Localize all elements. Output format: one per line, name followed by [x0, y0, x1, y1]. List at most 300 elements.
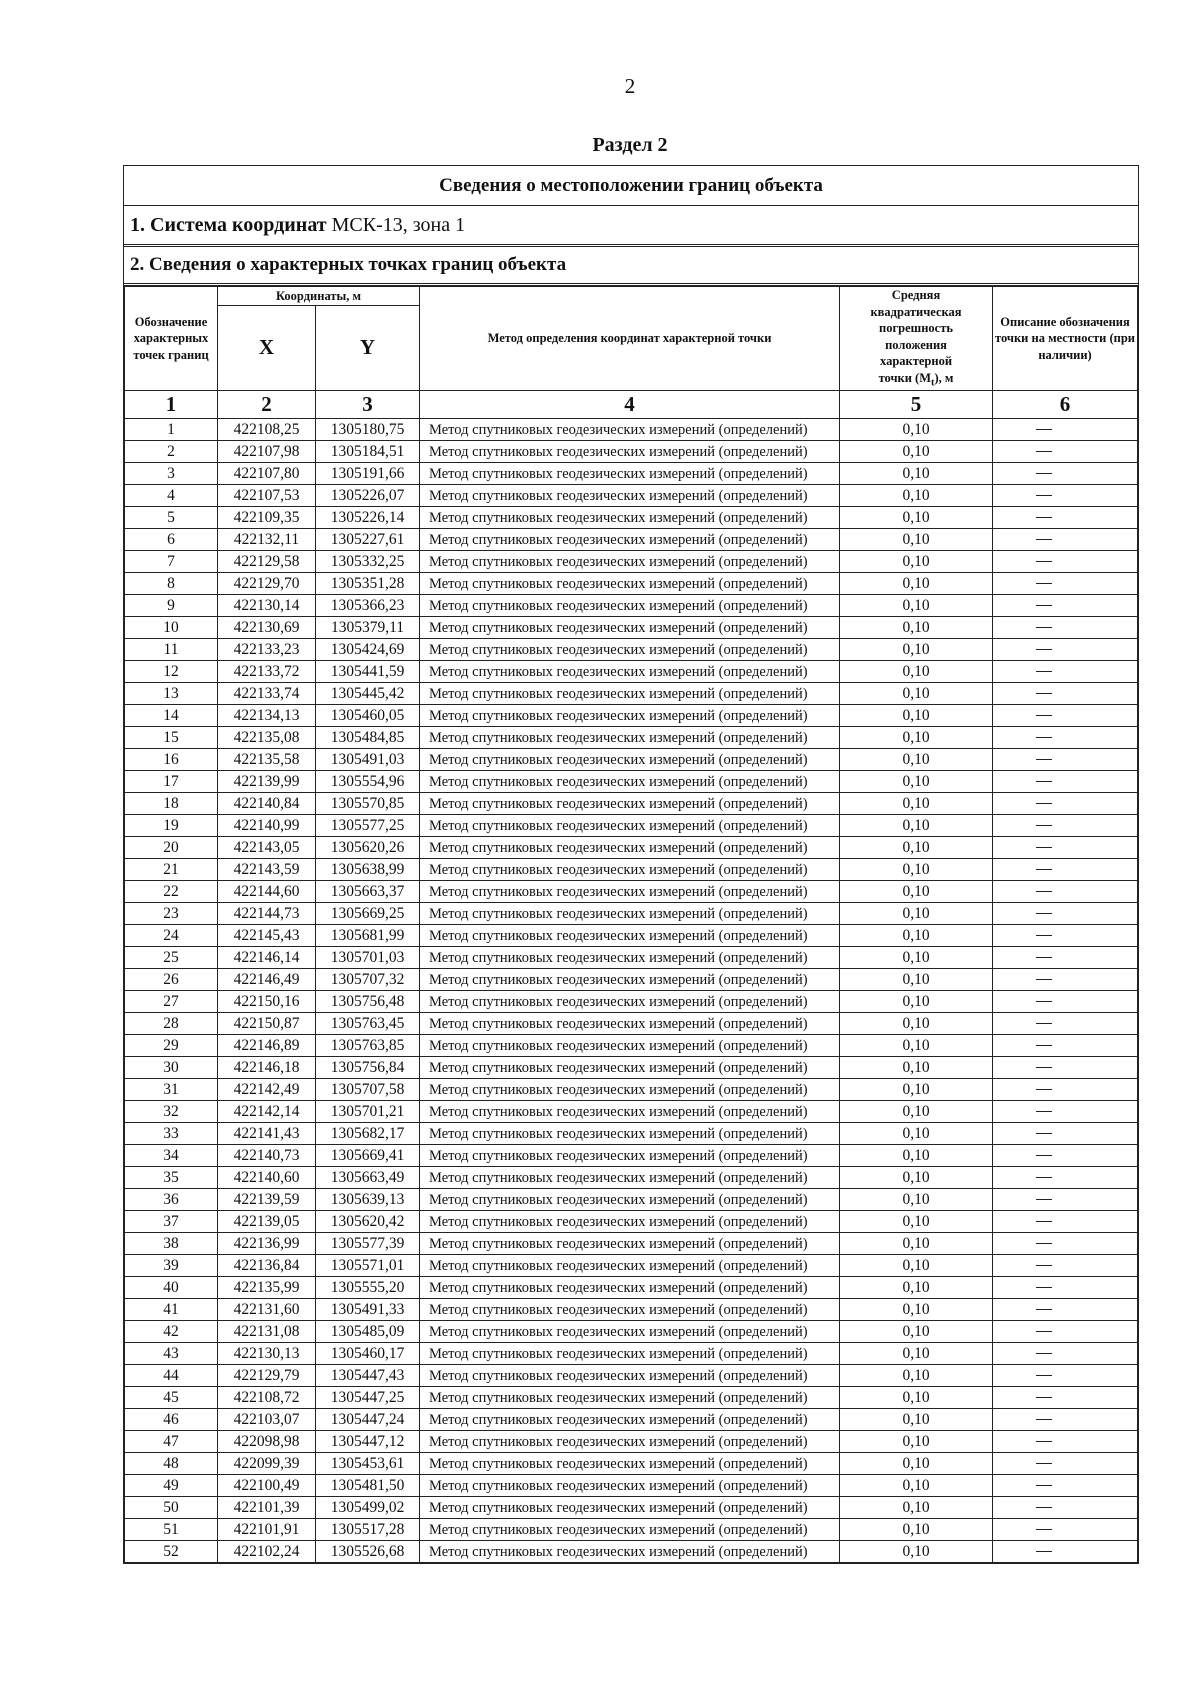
em-dash-icon — [1036, 1287, 1052, 1288]
method-cell: Метод спутниковых геодезических измерений (определений) — [420, 1189, 840, 1211]
table-row — [125, 925, 1138, 947]
error-cell: 0,10 — [840, 1277, 993, 1299]
x-coordinate-cell: 422150,16 — [218, 991, 316, 1013]
em-dash-icon — [1036, 935, 1052, 936]
x-coordinate-cell: 422107,80 — [218, 463, 316, 485]
x-coordinate-cell: 422108,25 — [218, 419, 316, 441]
y-coordinate-cell: 1305639,13 — [316, 1189, 420, 1211]
table-row — [125, 705, 1138, 727]
x-coordinate-cell: 422135,99 — [218, 1277, 316, 1299]
method-cell: Метод спутниковых геодезических измерений (определений) — [420, 551, 840, 573]
description-cell — [993, 617, 1138, 639]
point-number-cell: 45 — [125, 1387, 218, 1409]
method-cell: Метод спутниковых геодезических измерений (определений) — [420, 1013, 840, 1035]
x-coordinate-cell: 422140,84 — [218, 793, 316, 815]
x-coordinate-cell: 422099,39 — [218, 1453, 316, 1475]
error-cell: 0,10 — [840, 1541, 993, 1563]
error-cell: 0,10 — [840, 1189, 993, 1211]
description-cell — [993, 419, 1138, 441]
table-row — [125, 551, 1138, 573]
x-coordinate-cell: 422140,73 — [218, 1145, 316, 1167]
y-coordinate-cell: 1305577,39 — [316, 1233, 420, 1255]
error-cell: 0,10 — [840, 1409, 993, 1431]
point-number-cell: 43 — [125, 1343, 218, 1365]
point-number-cell: 7 — [125, 551, 218, 573]
point-number-cell: 35 — [125, 1167, 218, 1189]
header-error-line-6-suffix: ), м — [934, 370, 954, 385]
x-coordinate-cell: 422144,60 — [218, 881, 316, 903]
em-dash-icon — [1036, 1353, 1052, 1354]
em-dash-icon — [1036, 583, 1052, 584]
y-coordinate-cell: 1305460,05 — [316, 705, 420, 727]
table-row — [125, 1101, 1138, 1123]
x-coordinate-cell: 422143,05 — [218, 837, 316, 859]
method-cell: Метод спутниковых геодезических измерений (определений) — [420, 1343, 840, 1365]
method-cell: Метод спутниковых геодезических измерений (определений) — [420, 1123, 840, 1145]
method-cell: Метод спутниковых геодезических измерений (определений) — [420, 1519, 840, 1541]
y-coordinate-cell: 1305481,50 — [316, 1475, 420, 1497]
method-cell: Метод спутниковых геодезических измерений (определений) — [420, 595, 840, 617]
error-cell: 0,10 — [840, 551, 993, 573]
description-cell — [993, 1541, 1138, 1563]
table-row — [125, 815, 1138, 837]
method-cell: Метод спутниковых геодезических измерений (определений) — [420, 441, 840, 463]
x-coordinate-cell: 422130,69 — [218, 617, 316, 639]
column-number-3: 3 — [316, 391, 420, 419]
method-cell: Метод спутниковых геодезических измерений (определений) — [420, 1453, 840, 1475]
point-number-cell: 44 — [125, 1365, 218, 1387]
error-cell: 0,10 — [840, 727, 993, 749]
x-coordinate-cell: 422102,24 — [218, 1541, 316, 1563]
description-cell — [993, 1123, 1138, 1145]
point-number-cell: 49 — [125, 1475, 218, 1497]
em-dash-icon — [1036, 693, 1052, 694]
description-cell — [993, 969, 1138, 991]
em-dash-icon — [1036, 649, 1052, 650]
table-row — [125, 661, 1138, 683]
column-number-6: 6 — [993, 391, 1138, 419]
method-cell: Метод спутниковых геодезических измерений (определений) — [420, 837, 840, 859]
table-row — [125, 749, 1138, 771]
method-cell: Метод спутниковых геодезических измерений (определений) — [420, 1475, 840, 1497]
error-cell: 0,10 — [840, 1431, 993, 1453]
em-dash-icon — [1036, 605, 1052, 606]
description-cell — [993, 1299, 1138, 1321]
table-row — [125, 507, 1138, 529]
em-dash-icon — [1036, 869, 1052, 870]
description-cell — [993, 551, 1138, 573]
em-dash-icon — [1036, 891, 1052, 892]
y-coordinate-cell: 1305379,11 — [316, 617, 420, 639]
description-cell — [993, 661, 1138, 683]
header-point-designation: Обозначение характерных точек границ — [125, 287, 218, 391]
point-number-cell: 37 — [125, 1211, 218, 1233]
method-cell: Метод спутниковых геодезических измерений (определений) — [420, 1233, 840, 1255]
em-dash-icon — [1036, 1507, 1052, 1508]
point-number-cell: 4 — [125, 485, 218, 507]
em-dash-icon — [1036, 913, 1052, 914]
x-coordinate-cell: 422107,98 — [218, 441, 316, 463]
error-cell: 0,10 — [840, 793, 993, 815]
banner-title: Сведения о местоположении границ объекта — [124, 166, 1138, 206]
description-cell — [993, 1431, 1138, 1453]
point-number-cell: 25 — [125, 947, 218, 969]
y-coordinate-cell: 1305763,85 — [316, 1035, 420, 1057]
method-cell: Метод спутниковых геодезических измерений (определений) — [420, 639, 840, 661]
error-cell: 0,10 — [840, 507, 993, 529]
em-dash-icon — [1036, 495, 1052, 496]
y-coordinate-cell: 1305638,99 — [316, 859, 420, 881]
description-cell — [993, 485, 1138, 507]
y-coordinate-cell: 1305571,01 — [316, 1255, 420, 1277]
y-coordinate-cell: 1305447,24 — [316, 1409, 420, 1431]
em-dash-icon — [1036, 539, 1052, 540]
y-coordinate-cell: 1305484,85 — [316, 727, 420, 749]
table-row — [125, 485, 1138, 507]
em-dash-icon — [1036, 979, 1052, 980]
x-coordinate-cell: 422129,70 — [218, 573, 316, 595]
em-dash-icon — [1036, 1551, 1052, 1552]
x-coordinate-cell: 422140,99 — [218, 815, 316, 837]
error-cell: 0,10 — [840, 1497, 993, 1519]
table-row — [125, 1321, 1138, 1343]
description-cell — [993, 859, 1138, 881]
header-error-line-4: положения — [885, 337, 947, 352]
description-cell — [993, 639, 1138, 661]
header-y: Y — [316, 306, 420, 391]
error-cell: 0,10 — [840, 639, 993, 661]
column-number-1: 1 — [125, 391, 218, 419]
point-number-cell: 10 — [125, 617, 218, 639]
y-coordinate-cell: 1305663,37 — [316, 881, 420, 903]
x-coordinate-cell: 422142,49 — [218, 1079, 316, 1101]
x-coordinate-cell: 422100,49 — [218, 1475, 316, 1497]
point-number-cell: 20 — [125, 837, 218, 859]
table-row — [125, 1365, 1138, 1387]
description-cell — [993, 1035, 1138, 1057]
point-number-cell: 22 — [125, 881, 218, 903]
column-number-5: 5 — [840, 391, 993, 419]
table-row — [125, 1299, 1138, 1321]
point-number-cell: 6 — [125, 529, 218, 551]
error-cell: 0,10 — [840, 463, 993, 485]
table-row — [125, 947, 1138, 969]
y-coordinate-cell: 1305447,12 — [316, 1431, 420, 1453]
em-dash-icon — [1036, 1243, 1052, 1244]
method-cell: Метод спутниковых геодезических измерений (определений) — [420, 1277, 840, 1299]
method-cell: Метод спутниковых геодезических измерений (определений) — [420, 1299, 840, 1321]
y-coordinate-cell: 1305441,59 — [316, 661, 420, 683]
table-row — [125, 1035, 1138, 1057]
y-coordinate-cell: 1305499,02 — [316, 1497, 420, 1519]
method-cell: Метод спутниковых геодезических измерений (определений) — [420, 507, 840, 529]
y-coordinate-cell: 1305485,09 — [316, 1321, 420, 1343]
table-row — [125, 837, 1138, 859]
error-cell: 0,10 — [840, 1211, 993, 1233]
description-cell — [993, 595, 1138, 617]
point-number-cell: 3 — [125, 463, 218, 485]
y-coordinate-cell: 1305701,03 — [316, 947, 420, 969]
header-method: Метод определения координат характерной точки — [420, 287, 840, 391]
error-cell: 0,10 — [840, 705, 993, 727]
point-number-cell: 11 — [125, 639, 218, 661]
point-number-cell: 32 — [125, 1101, 218, 1123]
description-cell — [993, 463, 1138, 485]
table-row — [125, 969, 1138, 991]
table-row — [125, 771, 1138, 793]
error-cell: 0,10 — [840, 859, 993, 881]
em-dash-icon — [1036, 1001, 1052, 1002]
point-number-cell: 1 — [125, 419, 218, 441]
x-coordinate-cell: 422098,98 — [218, 1431, 316, 1453]
point-number-cell: 23 — [125, 903, 218, 925]
point-number-cell: 38 — [125, 1233, 218, 1255]
x-coordinate-cell: 422130,14 — [218, 595, 316, 617]
y-coordinate-cell: 1305424,69 — [316, 639, 420, 661]
header-error-line-6-prefix: точки (M — [878, 370, 932, 385]
points-table-body — [125, 419, 1138, 1563]
em-dash-icon — [1036, 781, 1052, 782]
description-cell — [993, 1453, 1138, 1475]
error-cell: 0,10 — [840, 947, 993, 969]
description-cell — [993, 991, 1138, 1013]
point-number-cell: 33 — [125, 1123, 218, 1145]
em-dash-icon — [1036, 1111, 1052, 1112]
error-cell: 0,10 — [840, 573, 993, 595]
x-coordinate-cell: 422109,35 — [218, 507, 316, 529]
point-number-cell: 51 — [125, 1519, 218, 1541]
point-number-cell: 29 — [125, 1035, 218, 1057]
description-cell — [993, 1387, 1138, 1409]
description-cell — [993, 925, 1138, 947]
point-number-cell: 50 — [125, 1497, 218, 1519]
method-cell: Метод спутниковых геодезических измерений (определений) — [420, 1431, 840, 1453]
description-cell — [993, 1167, 1138, 1189]
em-dash-icon — [1036, 1089, 1052, 1090]
y-coordinate-cell: 1305491,33 — [316, 1299, 420, 1321]
method-cell: Метод спутниковых геодезических измерений (определений) — [420, 1101, 840, 1123]
y-coordinate-cell: 1305226,14 — [316, 507, 420, 529]
table-row — [125, 1519, 1138, 1541]
x-coordinate-cell: 422108,72 — [218, 1387, 316, 1409]
table-row — [125, 1145, 1138, 1167]
error-cell: 0,10 — [840, 1145, 993, 1167]
table-row — [125, 463, 1138, 485]
x-coordinate-cell: 422143,59 — [218, 859, 316, 881]
error-cell: 0,10 — [840, 1057, 993, 1079]
x-coordinate-cell: 422145,43 — [218, 925, 316, 947]
description-cell — [993, 1519, 1138, 1541]
table-row — [125, 1475, 1138, 1497]
description-cell — [993, 1233, 1138, 1255]
boundary-info-frame — [123, 165, 1139, 1564]
section-title: Раздел 2 — [592, 134, 668, 156]
em-dash-icon — [1036, 1397, 1052, 1398]
y-coordinate-cell: 1305620,42 — [316, 1211, 420, 1233]
table-row — [125, 991, 1138, 1013]
table-row — [125, 859, 1138, 881]
y-coordinate-cell: 1305180,75 — [316, 419, 420, 441]
point-number-cell: 5 — [125, 507, 218, 529]
column-number-4: 4 — [420, 391, 840, 419]
description-cell — [993, 1409, 1138, 1431]
method-cell: Метод спутниковых геодезических измерений (определений) — [420, 1365, 840, 1387]
table-row — [125, 1057, 1138, 1079]
em-dash-icon — [1036, 627, 1052, 628]
table-row — [125, 881, 1138, 903]
coordinate-system-label: 1. Система координат — [130, 214, 327, 236]
method-cell: Метод спутниковых геодезических измерений (определений) — [420, 617, 840, 639]
method-cell: Метод спутниковых геодезических измерений (определений) — [420, 1079, 840, 1101]
y-coordinate-cell: 1305332,25 — [316, 551, 420, 573]
x-coordinate-cell: 422133,74 — [218, 683, 316, 705]
header-error-subscript: t — [931, 377, 935, 389]
error-cell: 0,10 — [840, 837, 993, 859]
em-dash-icon — [1036, 1485, 1052, 1486]
description-cell — [993, 1211, 1138, 1233]
header-description: Описание обозначения точки на местности (при наличии) — [993, 287, 1138, 391]
point-number-cell: 12 — [125, 661, 218, 683]
method-cell: Метод спутниковых геодезических измерений (определений) — [420, 1497, 840, 1519]
x-coordinate-cell: 422146,14 — [218, 947, 316, 969]
table-row — [125, 1497, 1138, 1519]
em-dash-icon — [1036, 1199, 1052, 1200]
error-cell: 0,10 — [840, 1013, 993, 1035]
description-cell — [993, 771, 1138, 793]
y-coordinate-cell: 1305756,48 — [316, 991, 420, 1013]
x-coordinate-cell: 422133,23 — [218, 639, 316, 661]
error-cell: 0,10 — [840, 595, 993, 617]
error-cell: 0,10 — [840, 903, 993, 925]
description-cell — [993, 1013, 1138, 1035]
description-cell — [993, 815, 1138, 837]
point-number-cell: 27 — [125, 991, 218, 1013]
description-cell — [993, 1277, 1138, 1299]
y-coordinate-cell: 1305669,25 — [316, 903, 420, 925]
method-cell: Метод спутниковых геодезических измерений (определений) — [420, 1057, 840, 1079]
em-dash-icon — [1036, 803, 1052, 804]
em-dash-icon — [1036, 1133, 1052, 1134]
error-cell: 0,10 — [840, 1387, 993, 1409]
table-row — [125, 617, 1138, 639]
description-cell — [993, 749, 1138, 771]
em-dash-icon — [1036, 1375, 1052, 1376]
error-cell: 0,10 — [840, 683, 993, 705]
page-number: 2 — [624, 74, 636, 98]
error-cell: 0,10 — [840, 529, 993, 551]
em-dash-icon — [1036, 847, 1052, 848]
y-coordinate-cell: 1305570,85 — [316, 793, 420, 815]
coordinate-system-line — [124, 206, 1138, 247]
method-cell: Метод спутниковых геодезических измерений (определений) — [420, 903, 840, 925]
em-dash-icon — [1036, 1023, 1052, 1024]
y-coordinate-cell: 1305445,42 — [316, 683, 420, 705]
table-row — [125, 1211, 1138, 1233]
x-coordinate-cell: 422130,13 — [218, 1343, 316, 1365]
error-cell: 0,10 — [840, 1453, 993, 1475]
x-coordinate-cell: 422134,13 — [218, 705, 316, 727]
point-number-cell: 31 — [125, 1079, 218, 1101]
table-row — [125, 1409, 1138, 1431]
x-coordinate-cell: 422142,14 — [218, 1101, 316, 1123]
em-dash-icon — [1036, 517, 1052, 518]
y-coordinate-cell: 1305763,45 — [316, 1013, 420, 1035]
em-dash-icon — [1036, 1221, 1052, 1222]
description-cell — [993, 705, 1138, 727]
table-row — [125, 639, 1138, 661]
error-cell: 0,10 — [840, 881, 993, 903]
description-cell — [993, 1189, 1138, 1211]
table-row — [125, 573, 1138, 595]
x-coordinate-cell: 422146,18 — [218, 1057, 316, 1079]
point-number-cell: 42 — [125, 1321, 218, 1343]
point-number-cell: 41 — [125, 1299, 218, 1321]
description-cell — [993, 837, 1138, 859]
method-cell: Метод спутниковых геодезических измерений (определений) — [420, 991, 840, 1013]
error-cell: 0,10 — [840, 1255, 993, 1277]
em-dash-icon — [1036, 1155, 1052, 1156]
point-number-cell: 36 — [125, 1189, 218, 1211]
description-cell — [993, 507, 1138, 529]
x-coordinate-cell: 422136,99 — [218, 1233, 316, 1255]
description-cell — [993, 1497, 1138, 1519]
em-dash-icon — [1036, 1309, 1052, 1310]
point-number-cell: 52 — [125, 1541, 218, 1563]
error-cell: 0,10 — [840, 1233, 993, 1255]
table-row — [125, 1387, 1138, 1409]
method-cell: Метод спутниковых геодезических измерений (определений) — [420, 815, 840, 837]
x-coordinate-cell: 422144,73 — [218, 903, 316, 925]
y-coordinate-cell: 1305682,17 — [316, 1123, 420, 1145]
method-cell: Метод спутниковых геодезических измерений (определений) — [420, 727, 840, 749]
description-cell — [993, 1255, 1138, 1277]
em-dash-icon — [1036, 1067, 1052, 1068]
error-cell: 0,10 — [840, 419, 993, 441]
error-cell: 0,10 — [840, 1343, 993, 1365]
method-cell: Метод спутниковых геодезических измерений (определений) — [420, 1211, 840, 1233]
error-cell: 0,10 — [840, 1035, 993, 1057]
error-cell: 0,10 — [840, 969, 993, 991]
point-number-cell: 30 — [125, 1057, 218, 1079]
error-cell: 0,10 — [840, 1321, 993, 1343]
error-cell: 0,10 — [840, 485, 993, 507]
description-cell — [993, 1321, 1138, 1343]
y-coordinate-cell: 1305526,68 — [316, 1541, 420, 1563]
error-cell: 0,10 — [840, 1079, 993, 1101]
description-cell — [993, 1475, 1138, 1497]
table-row — [125, 903, 1138, 925]
em-dash-icon — [1036, 561, 1052, 562]
description-cell — [993, 881, 1138, 903]
table-row — [125, 1453, 1138, 1475]
method-cell: Метод спутниковых геодезических измерений (определений) — [420, 485, 840, 507]
point-number-cell: 14 — [125, 705, 218, 727]
method-cell: Метод спутниковых геодезических измерений (определений) — [420, 749, 840, 771]
method-cell: Метод спутниковых геодезических измерений (определений) — [420, 881, 840, 903]
error-cell: 0,10 — [840, 771, 993, 793]
em-dash-icon — [1036, 759, 1052, 760]
x-coordinate-cell: 422150,87 — [218, 1013, 316, 1035]
method-cell: Метод спутниковых геодезических измерений (определений) — [420, 529, 840, 551]
error-cell: 0,10 — [840, 661, 993, 683]
y-coordinate-cell: 1305555,20 — [316, 1277, 420, 1299]
point-number-cell: 26 — [125, 969, 218, 991]
table-row — [125, 441, 1138, 463]
description-cell — [993, 727, 1138, 749]
point-number-cell: 34 — [125, 1145, 218, 1167]
method-cell: Метод спутниковых геодезических измерений (определений) — [420, 969, 840, 991]
y-coordinate-cell: 1305460,17 — [316, 1343, 420, 1365]
